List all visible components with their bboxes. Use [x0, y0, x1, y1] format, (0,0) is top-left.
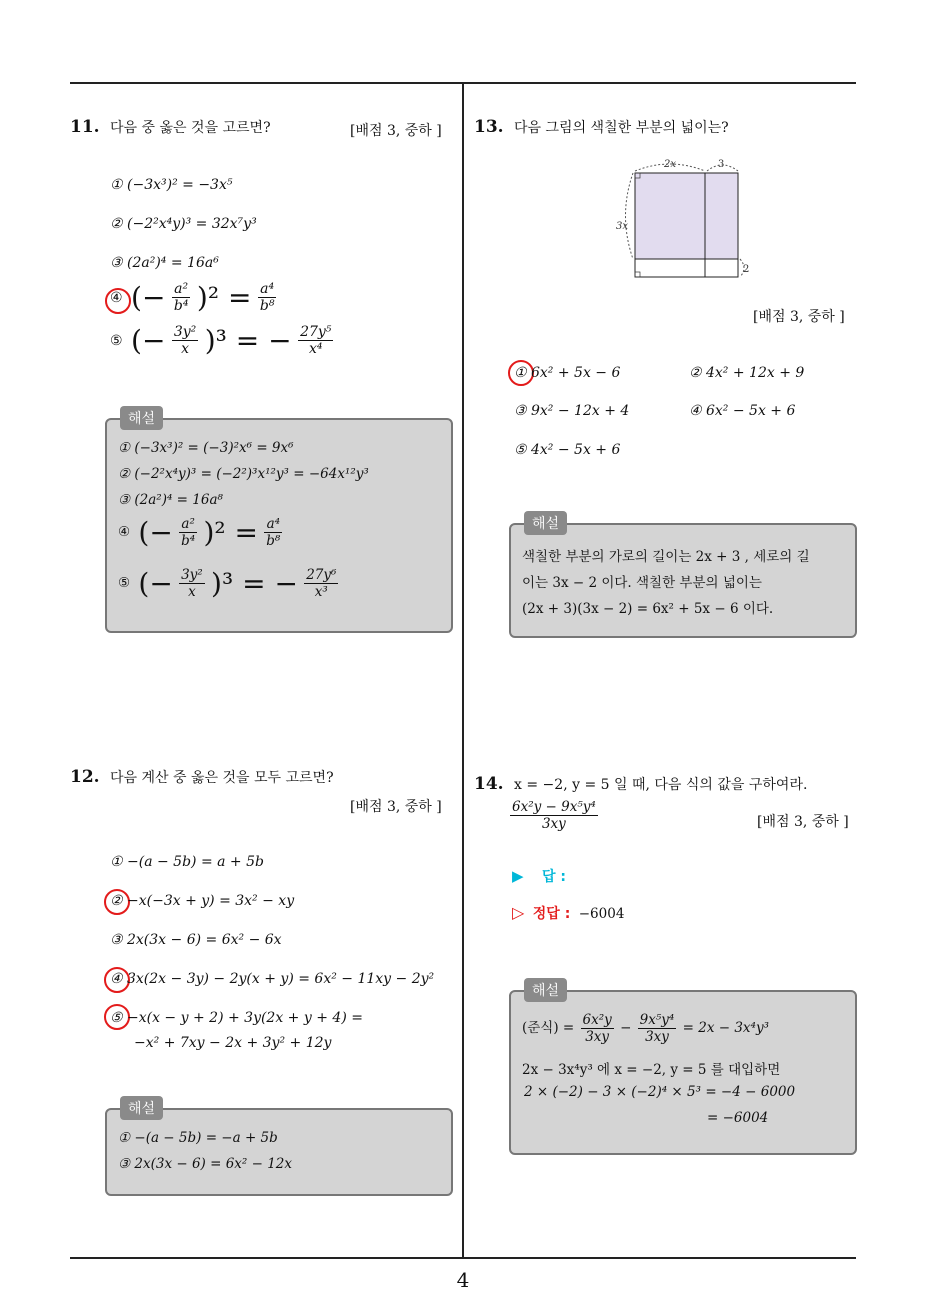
fraction	[581, 1012, 614, 1045]
q11-solution-line-5	[118, 567, 340, 600]
denominator: b⁸	[259, 298, 275, 314]
q13-solution-line-1: 색칠한 부분의 가로의 길이는 2x + 3 , 세로의 길	[522, 549, 810, 565]
q14-solution-tab: 해설	[524, 978, 567, 1002]
q12-solution-box	[105, 1108, 453, 1196]
q12-choice-4[interactable]: ④ 3x(2x − 3y) − 2y(x + y) = 6x² − 11xy − 2y²	[110, 971, 435, 987]
denominator: b⁴	[173, 298, 189, 314]
q11-header	[70, 117, 271, 137]
q13-header	[474, 117, 729, 137]
paren: )³ = −	[204, 324, 292, 357]
numerator: 27y⁶	[306, 567, 337, 583]
denominator: b⁸	[266, 533, 281, 549]
q13-text: 다음 그림의 색칠한 부분의 넓이는?	[514, 120, 729, 136]
sol-text: −	[620, 1020, 632, 1036]
q11-choice-4[interactable]	[110, 281, 278, 314]
q12-choice-1[interactable]: ① −(a − 5b) = a + 5b	[110, 854, 264, 870]
correct-label: 정답 :	[532, 906, 571, 922]
q11-solution-line-4	[118, 516, 284, 549]
choice-mark: ④	[110, 289, 123, 306]
label-left: 3x	[616, 221, 629, 232]
fraction	[172, 281, 191, 314]
q14-solution-line-2: 2x − 3x⁴y³ 에 x = −2, y = 5 를 대입하면	[522, 1062, 781, 1078]
q11-number: 11.	[70, 117, 100, 137]
paren: )³ = −	[211, 567, 298, 600]
q11-solution-line-1: ① (−3x³)² = (−3)²x⁶ = 9x⁶	[118, 440, 294, 456]
numerator: 27y⁵	[300, 324, 332, 340]
choice-mark: ⑤	[110, 332, 123, 349]
q12-solution-tab: 해설	[120, 1096, 163, 1120]
answer-label: 답 :	[542, 869, 566, 885]
q14-solution-line-3: 2 × (−2) − 3 × (−2)⁴ × 5³ = −4 − 6000	[524, 1084, 796, 1100]
outline-triangle-icon: ▷	[512, 903, 525, 922]
q13-rectangle-figure	[612, 155, 752, 280]
fraction	[304, 567, 338, 600]
numerator: a²	[179, 516, 197, 533]
denominator: 3xy	[585, 1029, 610, 1045]
q11-choice-5[interactable]	[110, 324, 335, 357]
q14-text: x = −2, y = 5 일 때, 다음 식의 값을 구하여라.	[514, 777, 808, 793]
label-top-left: 2x	[664, 159, 677, 170]
q11-difficulty: [배점 3, 중하 ]	[350, 123, 442, 139]
choice-mark: ⑤	[118, 575, 131, 591]
paren: (−	[138, 567, 173, 600]
q12-number: 12.	[70, 767, 100, 787]
q14-answer-row[interactable]	[512, 866, 566, 886]
q12-solution-line-1: ① −(a − 5b) = −a + 5b	[118, 1130, 278, 1146]
q11-choice-1[interactable]: ① (−3x³)² = −3x⁵	[110, 177, 233, 193]
numerator: 3y²	[173, 324, 197, 340]
choice-mark: ④	[118, 524, 131, 540]
numerator: a²	[172, 281, 191, 298]
brace-left	[626, 173, 634, 259]
q13-choice-1[interactable]: ① 6x² + 5x − 6	[514, 365, 621, 381]
fraction	[179, 567, 205, 600]
shaded-region-left	[635, 173, 705, 259]
fraction	[638, 1012, 677, 1045]
q11-text: 다음 중 옳은 것을 고르면?	[110, 120, 271, 136]
fraction	[258, 281, 277, 314]
q14-correct-row	[512, 903, 624, 923]
paren: )² =	[196, 281, 252, 314]
denominator: 3xy	[541, 816, 566, 832]
numerator: 3y²	[181, 567, 203, 583]
fraction	[264, 516, 282, 549]
q11-solution-line-2: ② (−2²x⁴y)³ = (−2²)³x¹²y³ = −64x¹²y³	[118, 466, 369, 482]
shaded-region-right	[705, 173, 738, 259]
q14-number: 14.	[474, 774, 504, 794]
q14-header	[474, 774, 807, 794]
q12-choice-3[interactable]: ③ 2x(3x − 6) = 6x² − 6x	[110, 932, 282, 948]
q14-difficulty: [배점 3, 중하 ]	[757, 814, 849, 830]
fraction	[179, 516, 197, 549]
denominator: b⁴	[181, 533, 196, 549]
bottom-rule	[70, 1257, 856, 1259]
numerator: 6x²y − 9x⁵y⁴	[512, 799, 596, 815]
q13-solution-tab: 해설	[524, 511, 567, 535]
sol-text: (준식) =	[522, 1020, 575, 1036]
q12-text: 다음 계산 중 옳은 것을 모두 고르면?	[110, 770, 334, 786]
paren: )² =	[203, 516, 258, 549]
numerator: 6x²y	[582, 1012, 612, 1028]
denominator: x	[188, 584, 196, 600]
numerator: 9x⁵y⁴	[639, 1012, 675, 1028]
q14-solution-line-1	[522, 1012, 769, 1045]
sol-text: = 2x − 3x⁴y³	[682, 1020, 769, 1036]
q12-header	[70, 767, 334, 787]
fraction	[298, 324, 333, 357]
q12-choice-5[interactable]: ⑤ −x(x − y + 2) + 3y(2x + y + 4) =	[110, 1010, 363, 1026]
q11-choice-2[interactable]: ② (−2²x⁴y)³ = 32x⁷y³	[110, 216, 257, 232]
q13-choice-4[interactable]: ④ 6x² − 5x + 6	[689, 403, 796, 419]
label-top-right: 3	[718, 159, 725, 170]
fraction	[510, 799, 598, 832]
play-triangle-icon: ▶	[512, 867, 524, 885]
denominator: 3xy	[645, 1029, 669, 1045]
denominator: x³	[314, 584, 328, 600]
unshaded-strip-left	[635, 259, 705, 277]
q14-solution-line-4: = −6004	[707, 1110, 769, 1126]
unshaded-strip-right	[705, 259, 738, 277]
q13-choice-3[interactable]: ③ 9x² − 12x + 4	[514, 403, 630, 419]
q11-solution-tab: 해설	[120, 406, 163, 430]
denominator: x⁴	[308, 341, 323, 357]
q13-number: 13.	[474, 117, 504, 137]
paren: (−	[131, 324, 166, 357]
page-number: 4	[456, 1268, 470, 1292]
numerator: a⁴	[264, 516, 282, 533]
q12-choice-2[interactable]: ② −x(−3x + y) = 3x² − xy	[110, 893, 295, 909]
q13-difficulty: [배점 3, 중하 ]	[753, 309, 845, 325]
paren: (−	[138, 516, 173, 549]
denominator: x	[181, 341, 190, 357]
q13-choice-2[interactable]: ② 4x² + 12x + 9	[689, 365, 805, 381]
numerator: a⁴	[258, 281, 277, 298]
q12-difficulty: [배점 3, 중하 ]	[350, 799, 442, 815]
q13-solution-line-2: 이는 3x − 2 이다. 색칠한 부분의 넓이는	[522, 575, 762, 591]
label-right: 2	[743, 264, 750, 275]
q14-expression	[508, 799, 600, 832]
correct-value: −6004	[578, 906, 625, 922]
paren: (−	[131, 281, 166, 314]
q13-solution-line-3: (2x + 3)(3x − 2) = 6x² + 5x − 6 이다.	[522, 601, 774, 617]
column-divider	[462, 83, 464, 1258]
q11-solution-line-3: ③ (2a²)⁴ = 16a⁸	[118, 492, 223, 508]
q13-choice-5[interactable]: ⑤ 4x² − 5x + 6	[514, 442, 621, 458]
q12-solution-line-2: ③ 2x(3x − 6) = 6x² − 12x	[118, 1156, 293, 1172]
fraction	[172, 324, 198, 357]
q12-choice-5-continued: −x² + 7xy − 2x + 3y² + 12y	[134, 1035, 332, 1051]
q11-choice-3[interactable]: ③ (2a²)⁴ = 16a⁶	[110, 255, 219, 271]
